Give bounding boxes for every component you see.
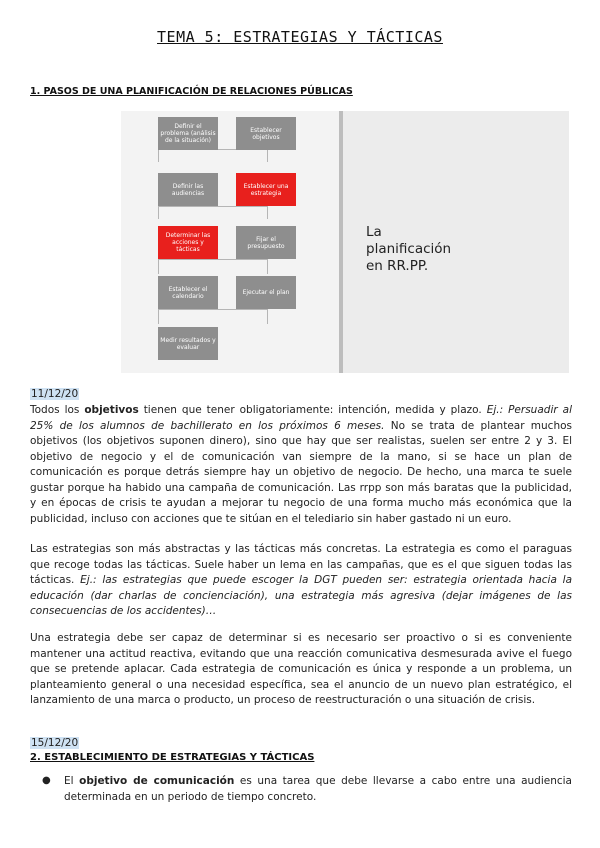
diagram-title <box>366 224 451 275</box>
step-box: Definir las audiencias <box>158 173 218 206</box>
connector <box>158 206 268 219</box>
section-heading-1: 1. PASOS DE UNA PLANIFICACIÓN DE RELACIONES PÚBLICAS <box>30 86 353 97</box>
section-heading-2: 2. ESTABLECIMIENTO DE ESTRATEGIAS Y TÁCTICAS <box>30 752 315 763</box>
diagram-title-line: planificación <box>366 241 452 257</box>
connector <box>158 309 268 324</box>
diagram-title-line: La <box>366 224 382 240</box>
step-box: Definir el problema (análisis de la situación) <box>158 117 218 150</box>
connector <box>158 259 268 274</box>
example-text: Ej.: las estrategias que puede escoger la DGT pueden ser: estrategia orientada hacia la educación (dar charlas de concienciación), una estrategia más agresiva (dejar imágenes de las consecuencias de los accidentes)… <box>30 574 573 617</box>
step-box: Fijar el presupuesto <box>236 226 296 259</box>
bold-text: objetivo de comunicación <box>79 775 235 787</box>
text: El <box>64 775 80 787</box>
text: No se trata de plantear muchos objetivos (los objetivos suponen dinero), sino que hay que ser realistas, suelen ser entre 2 y 3. El objetivo de negocio y el de comunicación van siempre de la mano, si se hace un plan de comunicación es porque detrás siempre hay un objetivo de negocio. De hecho, una marca te suele gustar porque ha habido una campaña de comunicación. Las rrpp son más baratas que la publicidad, y en épocas de crisis te ayudan a mejorar tu negocio de una forma mucho más económica que la publicidad, incluso con acciones que te sitúan en el telediario sin haber gastado ni un euro. <box>30 419 572 525</box>
date-label: 11/12/20 <box>31 388 79 400</box>
text: tienen que tener obligatoriamente: intención, medida y plazo. <box>138 404 487 416</box>
text: es una tarea que debe llevarse a cabo entre una audiencia determinada en un periodo de tiempo concreto. <box>64 775 572 803</box>
step-box: Establecer objetivos <box>236 117 296 150</box>
step-box: Establecer el calendario <box>158 276 218 309</box>
example-text: Ej.: Persuadir al 25% de los alumnos de bachillerato en los próximos 6 meses. <box>30 404 572 432</box>
text: Todos los <box>30 404 85 416</box>
paragraph-estrategia-comunicacion: Una estrategia debe ser capaz de determinar si es necesario ser proactivo o si es conveniente mantener una actitud reactiva, evitando que una reacción comunicativa desmesurada avive el fuego que se pretende aplacar. Cada estrategia de comunicación es única y responde a un problema, un planteamiento general o una necesidad específica, sea el anuncio de un nuevo plan estratégico, el lanzamiento de una marca o producto, un proceso de reestructuración o una situación de crisis. <box>30 632 572 706</box>
diagram-title-line: en RR.PP. <box>366 258 429 274</box>
step-box: Ejecutar el plan <box>236 276 296 309</box>
bullet-icon: ● <box>42 775 51 786</box>
paragraph-objetivos <box>30 403 572 527</box>
page-title: TEMA 5: ESTRATEGIAS Y TÁCTICAS <box>157 28 443 46</box>
bold-text: objetivos <box>84 404 139 416</box>
planning-diagram <box>121 111 339 373</box>
step-box-highlighted: Establecer una estrategia <box>236 173 296 206</box>
date-label: 15/12/20 <box>31 737 79 749</box>
text: Las estrategias son más abstractas y las tácticas más concretas. La estrategia es como el paraguas que recoge todas las tácticas. Suele haber un lema en las campañas, que es el que siguen todas las tácticas. <box>30 543 572 586</box>
step-box: Medir resultados y evaluar <box>158 327 218 360</box>
bullet-item <box>64 774 572 805</box>
step-box-highlighted: Determinar las acciones y tácticas <box>158 226 218 259</box>
connector <box>158 149 268 162</box>
paragraph-estrategias <box>30 542 572 620</box>
